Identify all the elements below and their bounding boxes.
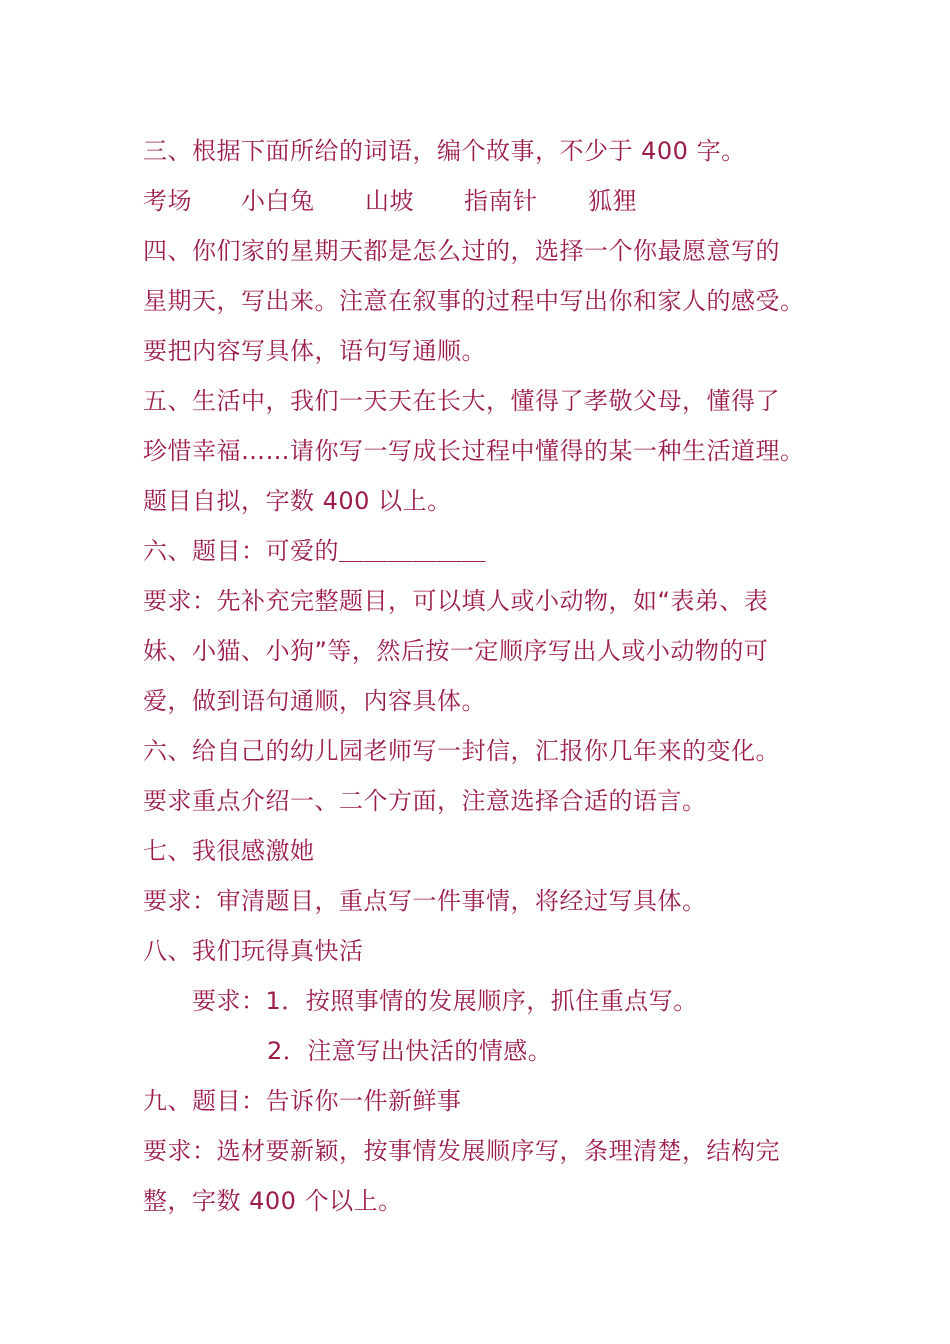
- prompt-6a-req-2: 妹、小猫、小狗”等，然后按一定顺序写出人或小动物的可: [143, 637, 769, 665]
- prompt-4-line-2: 星期天，写出来。注意在叙事的过程中写出你和家人的感受。: [143, 287, 805, 315]
- prompt-6a-req-3: 爱，做到语句通顺，内容具体。: [143, 687, 486, 715]
- prompt-8-req-2: 2．注意写出快活的情感。: [267, 1037, 553, 1065]
- word-item: 指南针: [464, 187, 538, 215]
- prompt-9-title: 九、题目：告诉你一件新鲜事: [143, 1087, 462, 1115]
- word-item: 小白兔: [241, 187, 315, 215]
- prompt-7-req: 要求：审清题目，重点写一件事情，将经过写具体。: [143, 887, 707, 915]
- prompt-5-line-2: 珍惜幸福……请你写一写成长过程中懂得的某一种生活道理。: [143, 437, 805, 465]
- prompt-4-line-3: 要把内容写具体，语句写通顺。: [143, 337, 486, 365]
- prompt-6a-title: 六、题目：可爱的＿＿＿＿＿＿: [143, 537, 486, 565]
- prompt-5-line-1: 五、生活中，我们一天天在长大，懂得了孝敬父母，懂得了: [143, 387, 780, 415]
- prompt-6a-req-1: 要求：先补充完整题目，可以填人或小动物，如“表弟、表: [143, 587, 769, 615]
- prompt-6b-line-2: 要求重点介绍一、二个方面，注意选择合适的语言。: [143, 787, 707, 815]
- prompt-8-req-1: 要求：1．按照事情的发展顺序，抓住重点写。: [192, 987, 698, 1015]
- prompt-3-title: 三、根据下面所给的词语，编个故事，不少于 400 字。: [143, 137, 746, 165]
- prompt-3-word-list: [143, 186, 637, 216]
- prompt-7-title: 七、我很感激她: [143, 837, 315, 865]
- prompt-5-line-3: 题目自拟，字数 400 以上。: [143, 487, 452, 515]
- word-item: 狐狸: [588, 187, 637, 215]
- word-item: 山坡: [365, 187, 414, 215]
- prompt-9-req-1: 要求：选材要新颖，按事情发展顺序写，条理清楚，结构完: [143, 1137, 780, 1165]
- prompt-6b-line-1: 六、给自己的幼儿园老师写一封信，汇报你几年来的变化。: [143, 737, 780, 765]
- prompt-9-req-2: 整，字数 400 个以上。: [143, 1187, 403, 1215]
- word-item: 考场: [143, 187, 192, 215]
- prompt-8-title: 八、我们玩得真快活: [143, 937, 364, 965]
- prompt-4-line-1: 四、你们家的星期天都是怎么过的，选择一个你最愿意写的: [143, 237, 780, 265]
